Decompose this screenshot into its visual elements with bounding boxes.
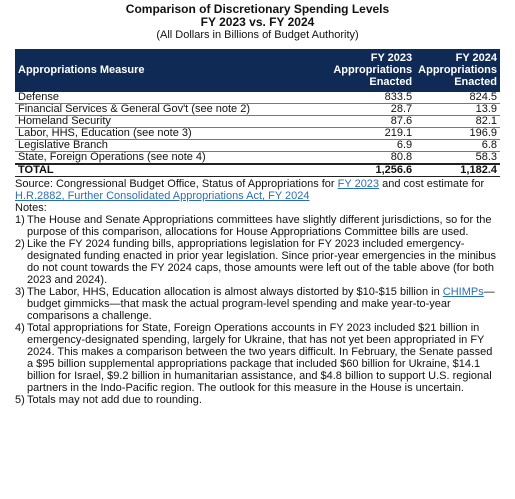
note-text: Totals may not add due to rounding. <box>27 394 202 406</box>
row-fy2024: 58.3 <box>415 152 500 165</box>
table-row <box>15 152 500 165</box>
row-measure: Legislative Branch <box>15 140 330 152</box>
row-fy2023: 80.8 <box>330 152 415 165</box>
table-row <box>15 140 500 152</box>
row-measure: Defense <box>15 92 330 104</box>
note-item <box>15 286 500 322</box>
note-number: 4) <box>15 322 25 334</box>
note-item <box>15 214 500 238</box>
source-note <box>15 178 500 202</box>
note-number: 2) <box>15 238 25 250</box>
row-measure: State, Foreign Operations (see note 4) <box>15 152 330 165</box>
fy2023-status-link[interactable]: FY 2023 <box>337 178 380 190</box>
note-item <box>15 322 500 394</box>
table-row <box>15 92 500 104</box>
table-total-row <box>15 164 500 177</box>
document-title-block <box>5 3 510 42</box>
note-text: Like the FY 2024 funding bills, appropriations legislation for FY 2023 included emergency-designated funding enacted in prior year legislation. Since prior-year emergencies in the minibus do not count towards the FY 2024 caps, those amounts were left out of the table above (for both 2023 and 2024). <box>27 238 496 286</box>
source-prefix: Source: Congressional Budget Office, Status of Appropriations for <box>15 178 338 190</box>
row-fy2024: 82.1 <box>415 116 500 128</box>
note-item <box>15 394 500 406</box>
note-text: The House and Senate Appropriations committees have slightly different jurisdictions, so for the purpose of this comparison, allocations for House Appropriations Committee bills are used. <box>27 214 492 238</box>
units-note: (All Dollars in Billions of Budget Authority) <box>156 29 359 41</box>
document-title: Comparison of Discretionary Spending Levels <box>125 2 390 16</box>
row-fy2024: 196.9 <box>415 128 500 140</box>
row-fy2023: 28.7 <box>330 104 415 116</box>
total-fy2023: 1,256.6 <box>330 164 415 177</box>
total-fy2024: 1,182.4 <box>415 164 500 177</box>
notes-header: Notes: <box>15 202 47 214</box>
source-middle: and cost estimate for <box>379 178 485 190</box>
row-fy2023: 87.6 <box>330 116 415 128</box>
row-fy2023: 219.1 <box>330 128 415 140</box>
hr2882-cost-estimate-link[interactable]: H.R.2882, Further Consolidated Appropriations Act, FY 2024 <box>15 190 310 202</box>
row-fy2024: 13.9 <box>415 104 500 116</box>
note-text: The Labor, HHS, Education allocation is almost always distorted by $10-$15 billion in CHIMPs—budget gimmicks—that mask the actual program-level spending and make year-to-year comparisons a challenge. <box>27 286 495 322</box>
row-measure: Financial Services & General Gov't (see note 2) <box>15 104 330 116</box>
notes-list <box>15 214 500 406</box>
table-row <box>15 104 500 116</box>
column-header-fy2024: FY 2024 Appropriations Enacted <box>415 49 500 92</box>
note-number: 1) <box>15 214 25 226</box>
spending-table <box>15 49 500 177</box>
chimps-link[interactable]: CHIMPs <box>442 286 484 298</box>
note-number: 5) <box>15 394 25 406</box>
row-measure: Homeland Security <box>15 116 330 128</box>
row-measure: Labor, HHS, Education (see note 3) <box>15 128 330 140</box>
document-page <box>5 0 510 406</box>
note-item <box>15 238 500 286</box>
row-fy2024: 824.5 <box>415 92 500 104</box>
row-fy2023: 833.5 <box>330 92 415 104</box>
document-subtitle: FY 2023 vs. FY 2024 <box>200 15 315 29</box>
table-header-row <box>15 49 500 92</box>
column-header-fy2023: FY 2023 Appropriations Enacted <box>330 49 415 92</box>
row-fy2024: 6.8 <box>415 140 500 152</box>
note-number: 3) <box>15 286 25 298</box>
total-label: TOTAL <box>15 164 330 177</box>
note-text: Total appropriations for State, Foreign Operations accounts in FY 2023 included $21 billion in emergency-designated spending, largely for Ukraine, that has not yet been appropriated in FY 2024. This makes a comparison between the two years difficult. In February, the Senate passed a $95 billion supplemental appropriations package that included $60 billion for Ukraine, $14.1 billion for Israel, $9.2 billion in humanitarian assistance, and $4.8 billion to support U.S. regional partners in the Indo-Pacific region. The outlook for this measure in the House is uncertain. <box>27 322 493 394</box>
table-row <box>15 116 500 128</box>
row-fy2023: 6.9 <box>330 140 415 152</box>
table-row <box>15 128 500 140</box>
column-header-measure: Appropriations Measure <box>15 49 330 92</box>
